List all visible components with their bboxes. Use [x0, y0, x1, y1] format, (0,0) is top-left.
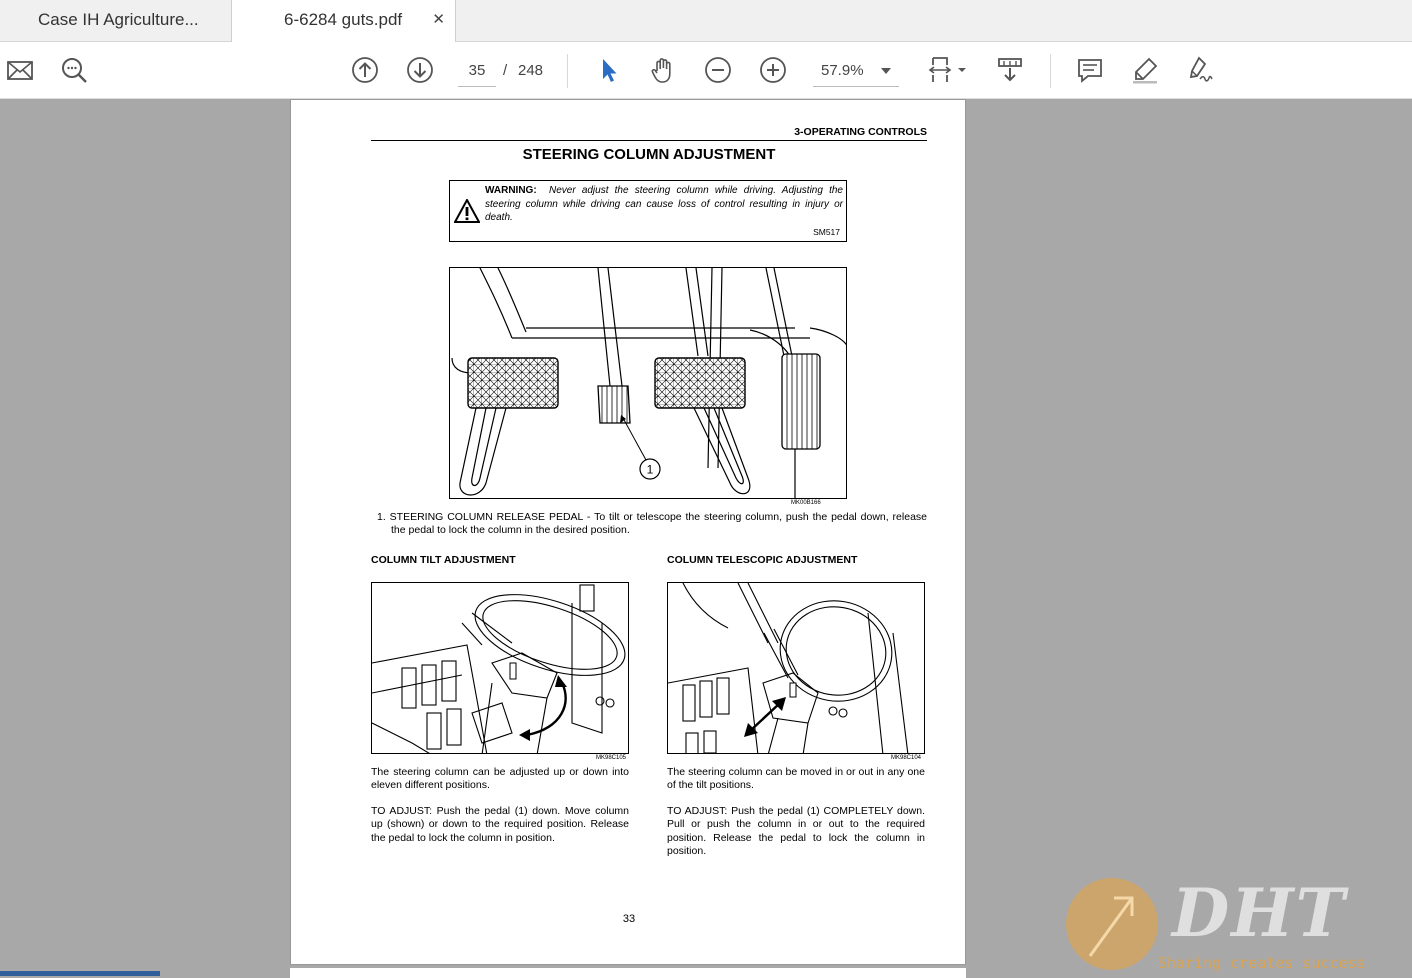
zoom-in-icon[interactable] [755, 52, 791, 88]
page-down-icon[interactable] [402, 52, 438, 88]
page-up-icon[interactable] [347, 52, 383, 88]
figure-code: MK00B166 [791, 500, 821, 506]
tilt-heading: COLUMN TILT ADJUSTMENT [371, 554, 516, 566]
select-cursor-icon[interactable] [590, 52, 626, 88]
toolbar-divider [1050, 54, 1051, 88]
tab-label: 6-6284 guts.pdf [284, 10, 403, 29]
page-number-input[interactable]: 35 [458, 57, 496, 87]
toolbar-divider [567, 54, 568, 88]
telescopic-heading: COLUMN TELESCOPIC ADJUSTMENT [667, 554, 858, 566]
tab-case-ih[interactable] [0, 0, 232, 42]
pdf-page [290, 99, 966, 965]
warning-text-block [485, 184, 843, 225]
scroll-mode-icon[interactable] [992, 52, 1028, 88]
tilt-illustration [372, 583, 629, 754]
zoom-out-icon[interactable] [700, 52, 736, 88]
tilt-para-2: TO ADJUST: Push the pedal (1) down. Move column up (shown) or down to the required position. Release the pedal to lock the column in position. [371, 805, 629, 844]
tilt-figure [371, 582, 629, 754]
taskbar-strip [0, 971, 160, 976]
tilt-para-1: The steering column can be adjusted up or down into eleven different positions. [371, 766, 629, 792]
watermark [1060, 872, 1412, 976]
page-separator: / [503, 62, 508, 79]
highlight-icon[interactable] [1127, 52, 1163, 88]
telescopic-para-1: The steering column can be moved in or out in any one of the tilt positions. [667, 766, 925, 792]
section-header: 3-OPERATING CONTROLS [371, 126, 927, 141]
page-title: STEERING COLUMN ADJUSTMENT [522, 146, 776, 163]
figure-callout: 1 [646, 462, 654, 477]
tab-bar [0, 0, 1412, 42]
fit-page-icon[interactable] [922, 52, 970, 88]
comment-icon[interactable] [1072, 52, 1108, 88]
arrow-icon [1082, 890, 1142, 960]
search-icon[interactable] [56, 52, 92, 88]
telescopic-figure [667, 582, 925, 754]
warning-text: Never adjust the steering column while driving. Adjusting the steering column while driving can cause loss of control resulting in injury or death. [485, 185, 843, 223]
warning-code: SM517 [813, 227, 840, 237]
total-pages: 248 [518, 62, 544, 79]
pedals-illustration [450, 268, 847, 499]
watermark-logo: DHT [1172, 874, 1347, 952]
tab-label: Case IH Agriculture... [38, 10, 199, 29]
zoom-level-select[interactable] [813, 57, 899, 87]
tab-current-document[interactable] [232, 0, 456, 43]
mail-icon[interactable] [2, 52, 38, 88]
figure-code: MK98C104 [891, 755, 922, 761]
list-item: 1. STEERING COLUMN RELEASE PEDAL - To tilt or telescope the steering column, push the pedal down, release the pedal to lock the column in the desired position. [377, 511, 927, 536]
watermark-slogan: Sharing creates success [1158, 954, 1366, 972]
warning-label: WARNING: [485, 185, 537, 196]
pedals-figure [449, 267, 847, 499]
zoom-level-value: 57.9% [821, 62, 864, 79]
telescopic-para-2: TO ADJUST: Push the pedal (1) COMPLETELY down. Pull or push the column in or out to the required position. Release the pedal to lock the column in position. [667, 805, 925, 858]
sign-icon[interactable] [1182, 52, 1218, 88]
warning-triangle-icon [454, 199, 480, 223]
next-page-edge [290, 968, 966, 978]
page-number: 33 [622, 913, 636, 925]
toolbar [0, 42, 1412, 99]
chevron-down-icon [881, 68, 891, 74]
hand-icon[interactable] [645, 52, 681, 88]
figure-code: MK98C105 [596, 755, 627, 761]
close-tab-icon[interactable]: ✕ [432, 11, 445, 28]
telescopic-illustration [668, 583, 925, 754]
warning-box [449, 180, 847, 242]
